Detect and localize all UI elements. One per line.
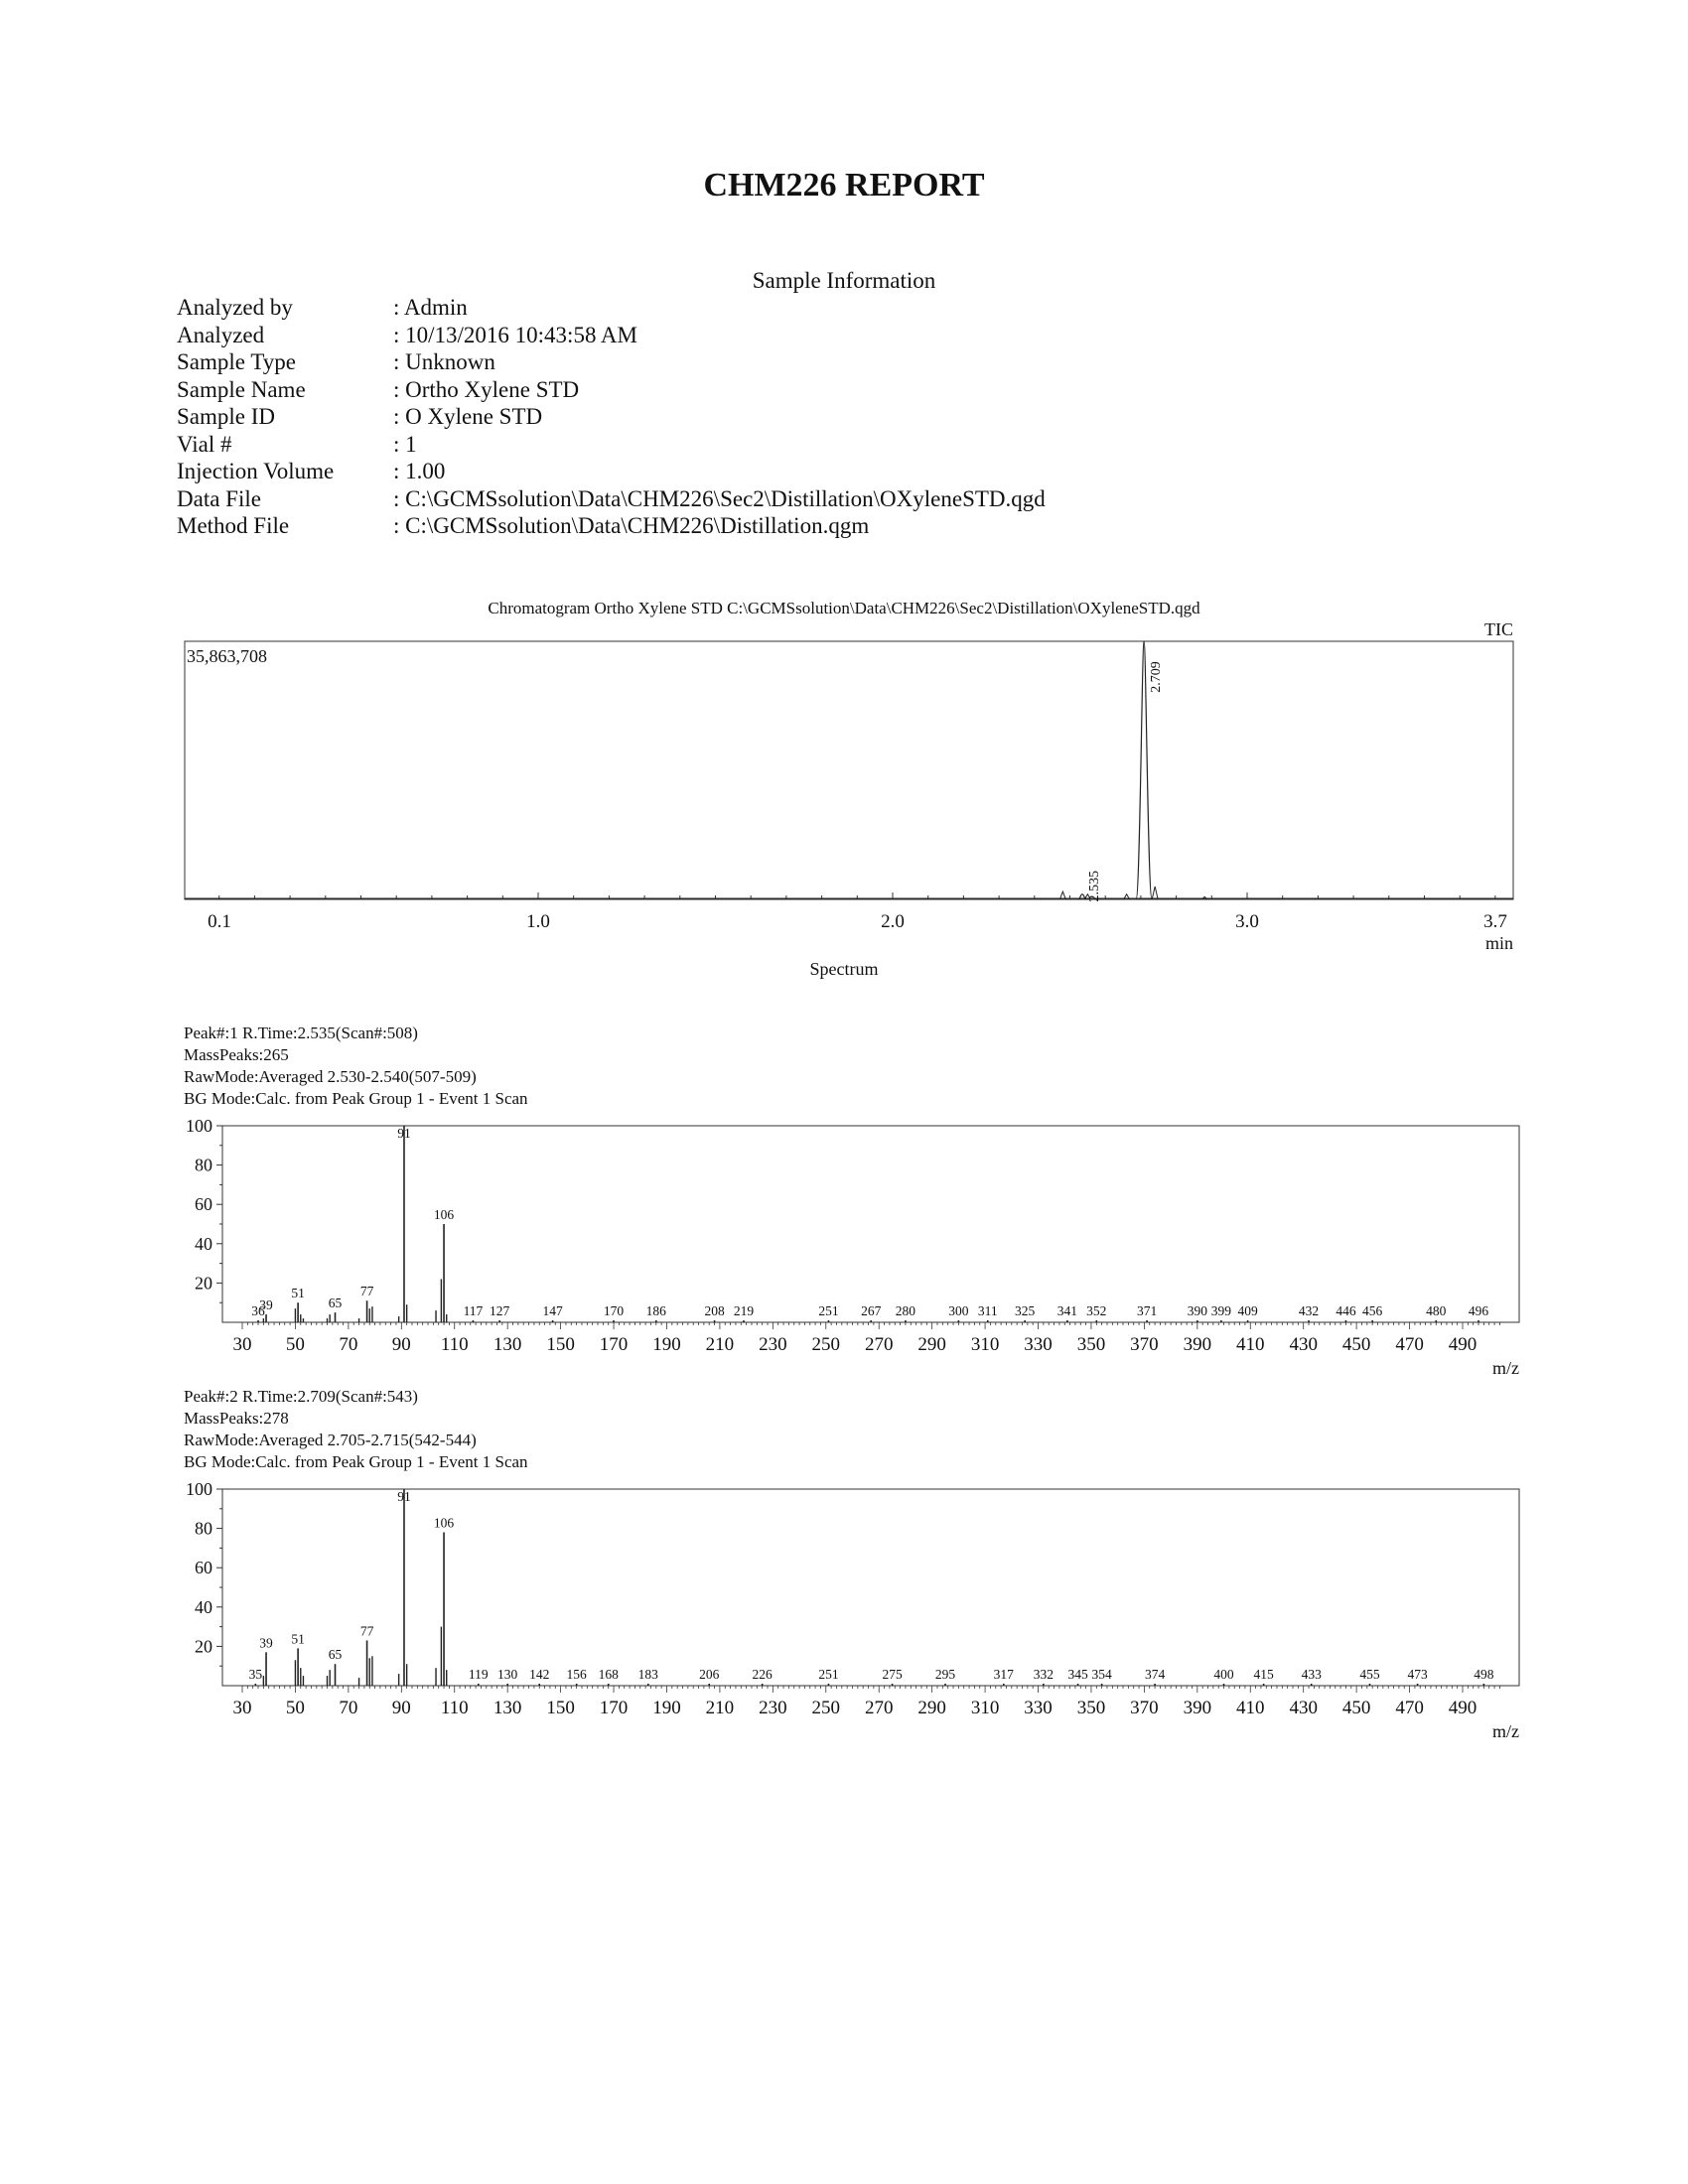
spectrum-x-tick-label: 130 [492, 1334, 522, 1355]
spectrum-x-tick-label: 330 [1024, 1698, 1053, 1718]
spectrum-x-tick-label: 50 [285, 1698, 305, 1718]
spectrum-x-tick-label: 30 [232, 1698, 252, 1718]
chromatogram-x-tick-label: 0.1 [208, 911, 231, 932]
spectrum-x-tick-label: 430 [1289, 1334, 1318, 1355]
spectrum-peak-label: 325 [1015, 1303, 1036, 1318]
spectrum-x-tick-label: 350 [1076, 1698, 1106, 1718]
spectrum-peak-label: 332 [1033, 1667, 1054, 1682]
sample-info-row [177, 512, 1046, 540]
spectrum-x-tick-label: 70 [339, 1698, 358, 1718]
spectrum-x-tick-label: 390 [1183, 1334, 1212, 1355]
spectrum-peak-label: 51 [291, 1286, 305, 1301]
spectrum-x-tick-label: 230 [759, 1334, 787, 1355]
spectrum-peak-label: 36 [251, 1303, 265, 1318]
sample-info-label: Method File [177, 513, 290, 538]
mass-spectrum-peak1 [0, 1102, 1688, 1378]
spectrum-x-tick-label: 110 [440, 1698, 469, 1718]
sample-info-label: Sample Type [177, 349, 296, 374]
spectrum-x-tick-label: 210 [705, 1698, 735, 1718]
sample-info-row [177, 376, 1046, 404]
spectrum-peak-label: 168 [598, 1667, 619, 1682]
spectrum-heading: Spectrum [809, 959, 879, 979]
spectrum-x-tick-label: 90 [391, 1698, 411, 1718]
spectrum-peak-label: 433 [1301, 1667, 1322, 1682]
spectrum-y-tick-label: 60 [195, 1558, 212, 1578]
peak2-info-bgmode: BG Mode:Calc. from Peak Group 1 - Event 1 Scan [184, 1452, 528, 1471]
spectrum-x-unit: m/z [1492, 1721, 1519, 1741]
spectrum-peak-label: 156 [566, 1667, 587, 1682]
mass-spectrum-peak2 [0, 1465, 1688, 1741]
spectrum-x-tick-label: 230 [759, 1698, 787, 1718]
spectrum-x-tick-label: 370 [1130, 1698, 1159, 1718]
spectrum-peak-label: 226 [752, 1667, 773, 1682]
spectrum-x-tick-label: 330 [1024, 1334, 1053, 1355]
spectrum-peak-label: 374 [1144, 1667, 1166, 1682]
spectrum-peak-label: 91 [397, 1126, 411, 1141]
spectrum-peak-label: 106 [433, 1515, 455, 1531]
peak2-info-masspeaks: MassPeaks:278 [184, 1409, 289, 1428]
spectrum-x-tick-label: 370 [1130, 1334, 1159, 1355]
spectrum-x-unit: m/z [1492, 1358, 1519, 1378]
sample-info-label: Injection Volume [177, 459, 335, 483]
peak2-info-rawmode: RawMode:Averaged 2.705-2.715(542-544) [184, 1431, 477, 1449]
spectrum-peak-label: 317 [993, 1667, 1014, 1682]
sample-info-value: : Unknown [393, 349, 495, 374]
spectrum-x-tick-label: 310 [970, 1334, 1000, 1355]
spectrum-x-tick-label: 310 [970, 1698, 1000, 1718]
spectrum-frame [222, 1489, 1519, 1686]
spectrum-y-tick-label: 20 [195, 1273, 212, 1294]
spectrum-peak-label: 251 [818, 1667, 839, 1682]
spectrum-x-tick-label: 30 [232, 1334, 252, 1355]
sample-info-label: Analyzed [177, 322, 265, 347]
spectrum-x-tick-label: 90 [391, 1334, 411, 1355]
spectrum-frame [222, 1126, 1519, 1322]
sample-info-value: : 1 [393, 431, 417, 457]
spectrum-y-tick-label: 40 [195, 1596, 212, 1617]
spectrum-x-tick-label: 490 [1448, 1334, 1477, 1355]
spectrum-peak-label: 35 [248, 1667, 263, 1682]
spectrum-peak-label: 51 [291, 1631, 305, 1647]
spectrum-x-tick-label: 430 [1289, 1698, 1318, 1718]
peak1-info-bgmode: BG Mode:Calc. from Peak Group 1 - Event 1 Scan [184, 1089, 528, 1108]
spectrum-x-tick-label: 50 [285, 1334, 305, 1355]
spectrum-peak-label: 295 [934, 1667, 956, 1682]
spectrum-peak-label: 106 [433, 1207, 455, 1222]
spectrum-y-tick-label: 60 [195, 1194, 212, 1215]
spectrum-y-tick-label: 40 [195, 1233, 212, 1254]
spectrum-x-tick-label: 470 [1395, 1334, 1424, 1355]
peak2-info-rt: Peak#:2 R.Time:2.709(Scan#:543) [184, 1387, 418, 1406]
chromatogram-signal-label: TIC [1484, 619, 1513, 639]
spectrum-x-tick-label: 350 [1076, 1334, 1106, 1355]
sample-info-heading: Sample Information [752, 268, 936, 293]
sample-info-label: Analyzed by [177, 295, 293, 320]
spectrum-peak-label: 432 [1298, 1303, 1320, 1318]
spectrum-x-tick-label: 450 [1341, 1698, 1371, 1718]
spectrum-peak-label: 455 [1359, 1667, 1380, 1682]
spectrum-peak-label: 127 [490, 1303, 510, 1318]
spectrum-peak-label: 208 [704, 1303, 725, 1318]
spectrum-x-tick-label: 130 [492, 1698, 522, 1718]
spectrum-peak-label: 142 [529, 1667, 550, 1682]
spectrum-x-tick-label: 250 [811, 1698, 841, 1718]
peak2-info [184, 1386, 528, 1473]
chromatogram-frame [185, 641, 1513, 899]
spectrum-peak-label: 77 [359, 1623, 374, 1639]
spectrum-y-tick-label: 80 [195, 1155, 212, 1175]
spectrum-x-tick-label: 490 [1448, 1698, 1477, 1718]
spectrum-x-tick-label: 150 [546, 1698, 575, 1718]
sample-info-value: : C:\GCMSsolution\Data\CHM226\Sec2\Distillation\OXyleneSTD.qgd [393, 485, 1046, 511]
sample-info-row [177, 322, 1046, 349]
spectrum-x-tick-label: 450 [1341, 1334, 1371, 1355]
spectrum-peak-label: 251 [818, 1303, 839, 1318]
sample-info-row [177, 348, 1046, 376]
spectrum-peak-label: 170 [603, 1303, 625, 1318]
spectrum-peak-label: 473 [1407, 1667, 1428, 1682]
chromatogram-x-tick-label: 3.7 [1483, 911, 1507, 932]
sample-info-value: : 10/13/2016 10:43:58 AM [393, 322, 637, 347]
spectrum-peak-label: 446 [1336, 1303, 1356, 1318]
spectrum-peak-label: 480 [1426, 1303, 1447, 1318]
chromatogram-peak-label: 2.535 [1086, 871, 1102, 902]
spectrum-x-tick-label: 270 [864, 1334, 894, 1355]
chromatogram-peak-label: 2.709 [1149, 661, 1165, 693]
spectrum-x-tick-label: 290 [917, 1334, 946, 1355]
report-title: CHM226 REPORT [703, 167, 985, 204]
sample-info-value: : Admin [393, 295, 468, 320]
sample-info-row [177, 294, 1046, 322]
sample-info-value: : 1.00 [393, 459, 446, 483]
spectrum-peak-label: 39 [259, 1635, 273, 1651]
sample-info-row [177, 458, 1046, 485]
spectrum-x-tick-label: 470 [1395, 1698, 1424, 1718]
spectrum-peak-label: 280 [895, 1303, 916, 1318]
chromatogram-minor-peak [1152, 887, 1158, 899]
spectrum-peak-label: 65 [328, 1647, 343, 1663]
sample-info-row [177, 431, 1046, 459]
sample-info-row [177, 403, 1046, 431]
spectrum-peak-label: 341 [1056, 1303, 1078, 1318]
peak1-info-rawmode: RawMode:Averaged 2.530-2.540(507-509) [184, 1067, 477, 1086]
spectrum-x-tick-label: 70 [339, 1334, 358, 1355]
chromatogram-x-tick-label: 3.0 [1235, 911, 1259, 932]
spectrum-peak-label: 117 [463, 1303, 484, 1318]
spectrum-peak-label: 300 [948, 1303, 969, 1318]
spectrum-peak-label: 130 [497, 1667, 518, 1682]
spectrum-peak-label: 39 [259, 1297, 273, 1313]
spectrum-peak-label: 186 [645, 1303, 666, 1318]
spectrum-peak-label: 456 [1362, 1303, 1383, 1318]
sample-info-value: : O Xylene STD [393, 404, 543, 429]
sample-info-label: Vial # [177, 431, 232, 457]
spectrum-peak-label: 354 [1091, 1667, 1112, 1682]
chromatogram-max-intensity: 35,863,708 [187, 646, 267, 666]
spectrum-x-tick-label: 410 [1236, 1334, 1265, 1355]
spectrum-x-tick-label: 150 [546, 1334, 575, 1355]
sample-info-label: Data File [177, 485, 261, 511]
spectrum-y-tick-label: 100 [186, 1116, 212, 1136]
chromatogram-title: Chromatogram Ortho Xylene STD C:\GCMSsolution\Data\CHM226\Sec2\Distillation\OXyleneSTD.qgd [488, 599, 1200, 617]
spectrum-peak-label: 267 [861, 1303, 882, 1318]
spectrum-peak-label: 219 [733, 1303, 755, 1318]
spectrum-y-tick-label: 100 [186, 1479, 212, 1499]
spectrum-peak-label: 352 [1086, 1303, 1107, 1318]
spectrum-x-tick-label: 190 [652, 1334, 681, 1355]
spectrum-y-tick-label: 80 [195, 1518, 212, 1539]
spectrum-peak-label: 65 [328, 1296, 343, 1311]
spectrum-x-tick-label: 290 [917, 1698, 946, 1718]
spectrum-peak-label: 119 [468, 1667, 489, 1682]
spectrum-peak-label: 311 [977, 1303, 998, 1318]
peak1-info-masspeaks: MassPeaks:265 [184, 1045, 289, 1064]
spectrum-x-tick-label: 270 [864, 1698, 894, 1718]
chromatogram-x-tick-label: 1.0 [526, 911, 550, 932]
spectrum-x-tick-label: 210 [705, 1334, 735, 1355]
spectrum-x-tick-label: 390 [1183, 1698, 1212, 1718]
peak1-info [184, 1023, 528, 1110]
chromatogram-chart [0, 615, 1688, 973]
spectrum-peak-label: 275 [882, 1667, 903, 1682]
spectrum-peak-label: 91 [397, 1489, 411, 1504]
spectrum-peak-label: 77 [359, 1284, 374, 1299]
spectrum-x-tick-label: 110 [440, 1334, 469, 1355]
spectrum-peak-label: 390 [1187, 1303, 1207, 1318]
spectrum-y-tick-label: 20 [195, 1636, 212, 1657]
spectrum-peak-label: 415 [1253, 1667, 1274, 1682]
spectrum-peak-label: 147 [542, 1303, 563, 1318]
spectrum-x-tick-label: 190 [652, 1698, 681, 1718]
sample-info-table [177, 294, 1046, 540]
chromatogram-x-tick-label: 2.0 [881, 911, 905, 932]
spectrum-peak-label: 496 [1468, 1303, 1489, 1318]
sample-info-value: : Ortho Xylene STD [393, 376, 580, 402]
sample-info-value: : C:\GCMSsolution\Data\CHM226\Distillation.qgm [393, 513, 870, 538]
spectrum-peak-label: 371 [1136, 1303, 1158, 1318]
spectrum-x-tick-label: 170 [599, 1334, 629, 1355]
spectrum-peak-label: 183 [637, 1667, 658, 1682]
sample-info-label: Sample ID [177, 404, 276, 429]
chromatogram-x-unit: min [1484, 933, 1513, 953]
spectrum-peak-label: 498 [1474, 1667, 1494, 1682]
spectrum-peak-label: 345 [1067, 1667, 1088, 1682]
spectrum-peak-label: 409 [1237, 1303, 1258, 1318]
sample-info-label: Sample Name [177, 376, 306, 402]
spectrum-x-tick-label: 410 [1236, 1698, 1265, 1718]
spectrum-peak-label: 399 [1210, 1303, 1231, 1318]
spectrum-x-tick-label: 170 [599, 1698, 629, 1718]
sample-info-row [177, 485, 1046, 513]
spectrum-peak-label: 400 [1213, 1667, 1234, 1682]
spectrum-peak-label: 206 [699, 1667, 720, 1682]
spectrum-x-tick-label: 250 [811, 1334, 841, 1355]
peak1-info-rt: Peak#:1 R.Time:2.535(Scan#:508) [184, 1024, 418, 1042]
